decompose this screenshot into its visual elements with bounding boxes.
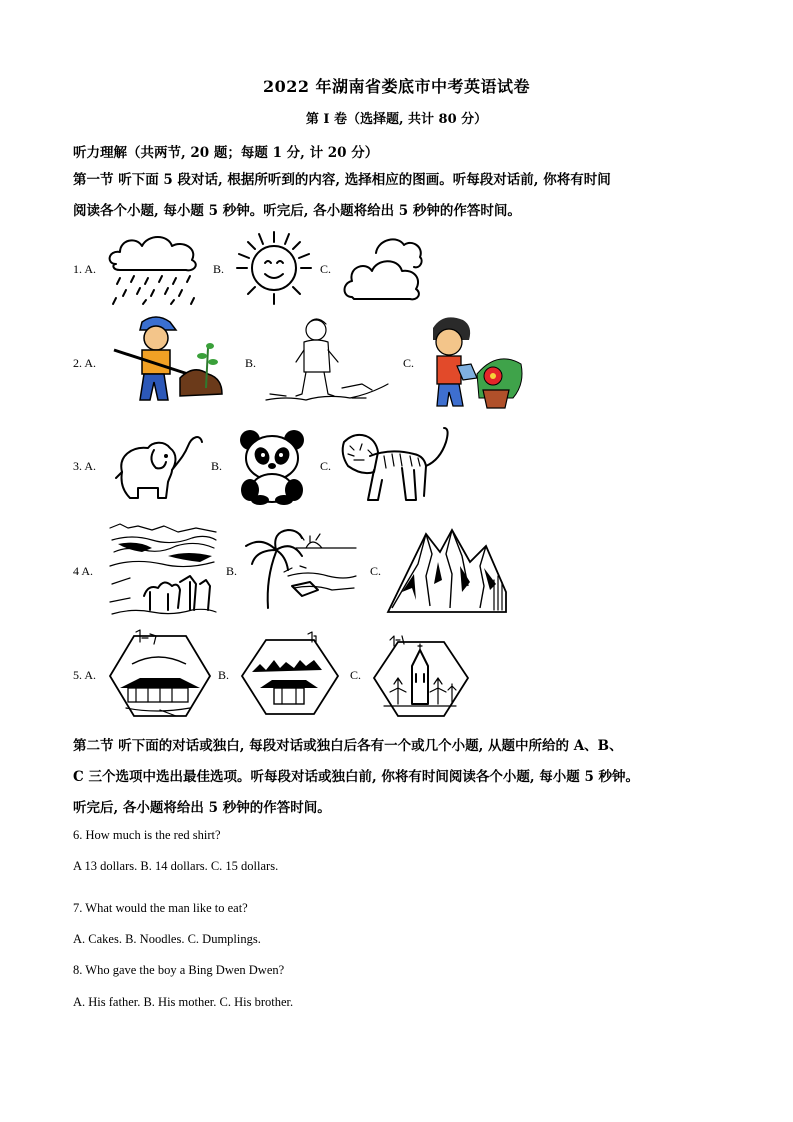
q3-option-c: C. xyxy=(320,459,332,473)
cloud-icon xyxy=(342,235,424,305)
church-badge xyxy=(372,632,470,720)
q1-option-c: C. xyxy=(320,262,332,276)
q7-options: A. Cakes. B. Noodles. C. Dumplings. xyxy=(73,932,261,946)
q5-option-c: C. xyxy=(350,668,362,682)
q8-question: 8. Who gave the boy a Bing Dwen Dwen? xyxy=(73,963,285,977)
sun-icon xyxy=(235,230,313,306)
elephant xyxy=(108,428,206,504)
q5-label: 5. A. xyxy=(73,668,97,682)
boy-watering-flowers xyxy=(427,314,523,410)
q7-question: 7. What would the man like to eat? xyxy=(73,901,248,915)
section1-instructions xyxy=(73,165,753,227)
temple-badge xyxy=(238,632,342,718)
tiger xyxy=(340,426,446,506)
section2-line3: 听完后, 各小题将给出 5 秒钟的作答时间。 xyxy=(73,800,331,816)
boy-planting-tree xyxy=(110,312,240,408)
mountains xyxy=(386,522,510,614)
paper-subtitle: 第 I 卷（选择题, 共计 80 分） xyxy=(305,112,488,127)
q6-question: 6. How much is the red shirt? xyxy=(73,828,221,842)
q5-option-b: B. xyxy=(218,668,230,682)
q4-label: 4 A. xyxy=(73,564,94,578)
q1-label: 1. A. xyxy=(73,262,97,276)
woman-walking xyxy=(262,314,392,406)
q2-option-c: C. xyxy=(403,356,415,370)
section1-line2: 阅读各个小题, 每小题 5 秒钟。听完后, 各小题将给出 5 秒钟的作答时间。 xyxy=(73,203,521,219)
q6-options: A 13 dollars. B. 14 dollars. C. 15 dollars. xyxy=(73,859,279,873)
q3-label: 3. A. xyxy=(73,459,97,473)
q2-option-b: B. xyxy=(245,356,257,370)
desert-camels xyxy=(108,522,218,616)
chinese-garden-badge xyxy=(106,628,212,720)
q4-option-c: C. xyxy=(370,564,382,578)
panda xyxy=(236,426,308,506)
q8-options: A. His father. B. His mother. C. His brother. xyxy=(73,995,294,1009)
section1-line1: 第一节 听下面 5 段对话, 根据所听到的内容, 选择相应的图画。听每段对话前, 你将有时间 xyxy=(73,172,611,188)
q1-option-b: B. xyxy=(213,262,225,276)
q4-option-b: B. xyxy=(226,564,238,578)
section2-line2: C 三个选项中选出最佳选项。听每段对话或独白前, 你将有时间阅读各个小题, 每小题 5 秒钟。 xyxy=(73,769,640,785)
listening-heading: 听力理解（共两节, 20 题；每题 1 分, 计 20 分） xyxy=(73,145,379,161)
page-title: 2022 年湖南省娄底市中考英语试卷 xyxy=(262,77,531,96)
q2-label: 2. A. xyxy=(73,356,97,370)
rain-cloud-icon xyxy=(106,232,202,304)
section2-line1: 第二节 听下面的对话或独白, 每段对话或独白后各有一个或几个小题, 从题中所给的 A、B、 xyxy=(73,738,623,754)
section2-instructions xyxy=(73,731,753,824)
beach-palm-tree xyxy=(244,528,356,610)
q3-option-b: B. xyxy=(211,459,223,473)
